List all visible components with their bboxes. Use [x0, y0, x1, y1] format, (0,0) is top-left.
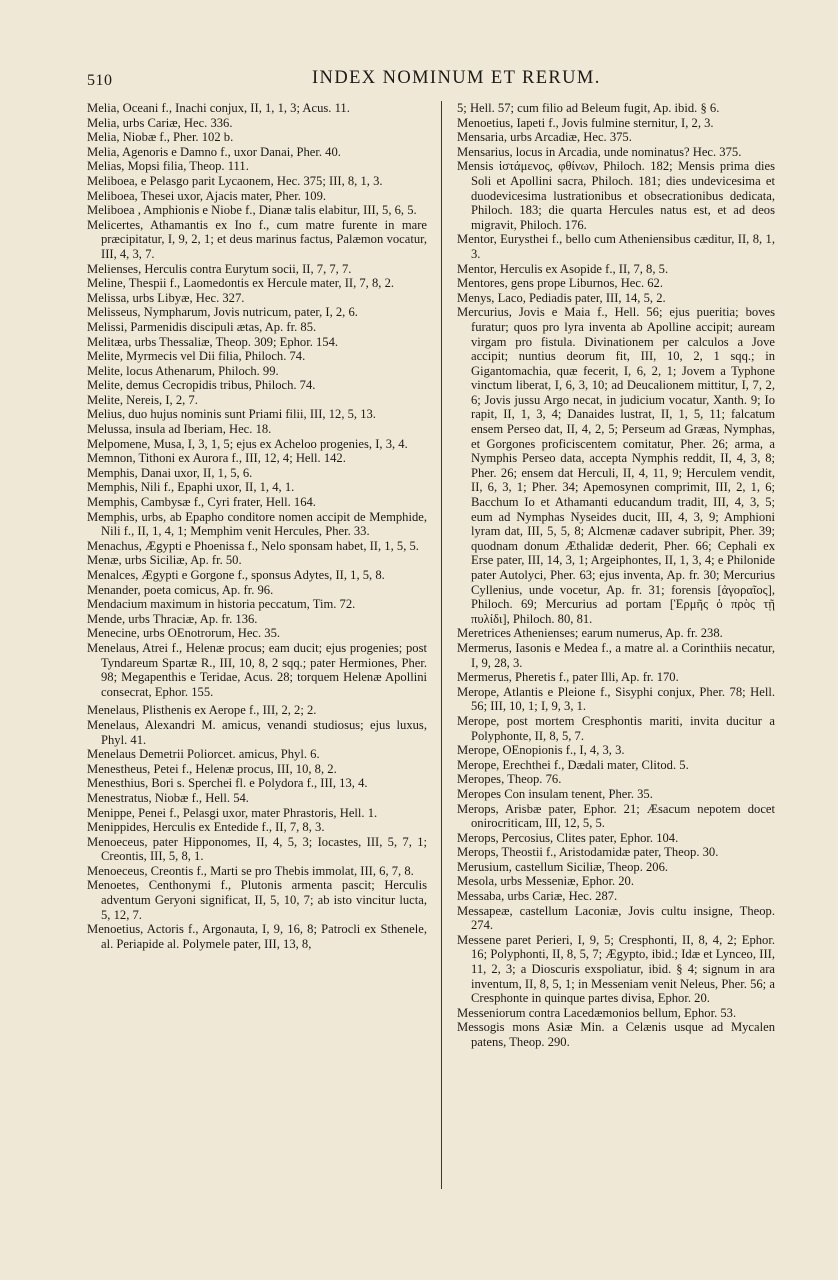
- index-entry: Mentor, Eurysthei f., bello cum Atheniensibus cæditur, II, 8, 1, 3.: [457, 232, 775, 261]
- page-number: 510: [87, 72, 113, 89]
- index-entry: Messene paret Perieri, I, 9, 5; Cresphonti, II, 8, 4, 2; Ephor. 16; Polyphonti, II, 8, 5, 7; Ægypto, ibid.; Idæ et Lynceo, III, 11, 2, 3; a Dioscuris exspoliatur, ibid. § 4; signum in ara inventum, II, 8, 5, 1; in Messeniam venit Neleus, Pher. 56; a Cresphonte in quinque partes divisa, Ephor. 20.: [457, 932, 775, 1006]
- index-entry: Merope, post mortem Cresphontis mariti, invita ducitur a Polyphonte, II, 8, 5, 7.: [457, 713, 775, 743]
- index-entry: Merusium, castellum Siciliæ, Theop. 206.: [457, 859, 669, 874]
- index-entry: Melissi, Parmenidis discipuli ætas, Ap. fr. 85.: [87, 319, 317, 334]
- index-entry: Mentor, Herculis ex Asopide f., II, 7, 8, 5.: [457, 261, 669, 276]
- index-entry: Meliboea, e Pelasgo parit Lycaonem, Hec. 375; III, 8, 1, 3.: [87, 173, 383, 188]
- index-entry: Merops, Arisbæ pater, Ephor. 21; Æsacum nepotem docet onirocriticam, III, 12, 5, 5.: [457, 801, 775, 831]
- index-entry: Menestratus, Niobæ f., Hell. 54.: [87, 790, 249, 805]
- index-entry: Menalces, Ægypti e Gorgone f., sponsus Adytes, II, 1, 5, 8.: [87, 568, 385, 582]
- index-entry: Menelaus, Atrei f., Helenæ procus; eam ducit; ejus progenies; post Tyndareum Spartæ R., III, 10, 8, 2 sqq.; pater Hermiones, Pher. 98; Megapenthis e Teridae, Acus. 28; torquem Helenæ Apollini consecrat, Ephor. 155.: [87, 640, 427, 699]
- index-entry: Menys, Laco, Pediadis pater, III, 14, 5, 2.: [457, 290, 666, 305]
- index-entry: Mermerus, Iasonis e Medea f., a matre al. a Corinthiis necatur, I, 9, 28, 3.: [457, 640, 775, 670]
- index-entry: Melisseus, Nympharum, Jovis nutricum, pater, I, 2, 6.: [87, 305, 358, 320]
- index-entry: Mensaria, urbs Arcadiæ, Hec. 375.: [457, 130, 632, 145]
- index-entry: Melitæa, urbs Thessaliæ, Theop. 309; Ephor. 154.: [87, 334, 339, 349]
- index-entry: Meropes, Theop. 76.: [457, 772, 562, 787]
- index-entry-continuation: 5; Hell. 57; cum filio ad Beleum fugit, Ap. ibid. § 6.: [457, 101, 720, 115]
- index-entry: Merope, Erechthei f., Dædali mater, Clitod. 5.: [457, 757, 689, 772]
- index-entry: Menecine, urbs OEnotrorum, Hec. 35.: [87, 626, 281, 641]
- index-entry: Meropes Con insulam tenent, Pher. 35.: [457, 786, 653, 801]
- index-entry: Menoetius, Iapeti f., Jovis fulmine sternitur, I, 2, 3.: [457, 115, 714, 130]
- index-entry: Melussa, insula ad Iberiam, Hec. 18.: [87, 422, 272, 437]
- index-entry: Memnon, Tithoni ex Aurora f., III, 12, 4; Hell. 142.: [87, 451, 346, 466]
- index-entry: Mercurius, Jovis e Maia f., Hell. 56; ejus pueritia; boves furatur; quos pro lyra inventa ab Apolline accipit; auream virgam pro fistula. Divinationem per calculos a Jove accipit; nuntius deorum fit, III, 10, 2, 1 sqq.; in Gigantomachia, quæ fecerit, I, 6, 2, 1; Jovem a Typhone vinctum liberat, I, 6, 3, 10; ad Deucalionem mittitur, I, 7, 2, 6; Jovis jussu Argo necat, in judicium vocatur, Xanth. 9; Io rapit, II, 1, 3, 4; Danaides lustrat, II, 1, 5, 11; falcatum ensem Perseo dat, II, 4, 2, 5; Perseum ad Græas, Nymphas, et Gorgones proficiscentem comitatur, Pher. 26; arma, a Nymphis Perseo data, accepta Nymphis reddit, II, 4, 3, 8; Pher. 26; ensem dat Herculi, II, 4, 11, 9; Herculem vendit, II, 6, 3, 1; Pher. 34; Apemosynen comprimit, III, 2, 1, 6; Bacchum Io et Athamanti educandum tradit, III, 4, 3, 5; eum ad Nymphas Nyseides ducit, III, 4, 3, 9; Amphioni lyram dat, III, 5, 5, 8; Alcmenæ cadaver subripit, Pher. 39; quodnam donum Æthalidæ dederit, Pher. 66; Cephali ex Erse pater, III, 14, 3, 1; Argeiphontes, II, 1, 3, 4; e Philonide pater Autolyci, Pher. 63; ejus inventa, Ap. fr. 30; Mercurius Cyllenius, unde vocetur, Ap. fr. 31; forensis [ἀγοραῖος], Philoch. 69; Mercurius ad portam [Ἑρμῆς ὁ πρὸς τῇ πυλίδι], Philoch. 80, 81.: [457, 305, 775, 626]
- right-column: [457, 101, 775, 1050]
- index-entry: Mensis ἱστάμενος, φθίνων, Philoch. 182; Mensis prima dies Soli et Apollini sacra, Philoch. 181; dies undevicesima et duodevicesima lustrationibus et obsecrationibus dedicata, Philoch. 183; die quarta Hercules natus est, et ad deos migravit, Philoch. 176.: [457, 159, 775, 232]
- index-entry: Menelaus Demetrii Poliorcet. amicus, Phyl. 6.: [87, 747, 320, 762]
- index-entry: Meliboea , Amphionis e Niobe f., Dianæ talis elabitur, III, 5, 6, 5.: [87, 203, 417, 218]
- index-entry: Messogis mons Asiæ Min. a Celænis usque ad Mycalen patens, Theop. 290.: [457, 1020, 775, 1049]
- index-entry: Melius, duo hujus nominis sunt Priami filii, III, 12, 5, 13.: [87, 407, 376, 422]
- index-entry: Merops, Percosius, Clites pater, Ephor. 104.: [457, 830, 679, 845]
- index-entry: Melia, Oceani f., Inachi conjux, II, 1, 1, 3; Acus. 11.: [87, 101, 350, 115]
- index-entry: Melicertes, Athamantis ex Ino f., cum matre furente in mare præcipitatur, I, 9, 2, 1; et deus marinus factus, Palæmon vocatur, III, 4, 3, 7.: [87, 217, 427, 261]
- index-entry: Mende, urbs Thraciæ, Ap. fr. 136.: [87, 611, 258, 626]
- index-entry: Menelaus, Plisthenis ex Aerope f., III, 2, 2; 2.: [87, 703, 317, 718]
- column-divider: [441, 101, 442, 1189]
- index-entry: Messapeæ, castellum Laconiæ, Jovis cultu insigne, Theop. 274.: [457, 903, 775, 933]
- index-entry: Meliboea, Thesei uxor, Ajacis mater, Pher. 109.: [87, 188, 327, 203]
- left-column: [87, 101, 427, 951]
- index-entry: Menesthius, Bori s. Sperchei fl. e Polydora f., III, 13, 4.: [87, 776, 368, 791]
- index-entry: Merope, OEnopionis f., I, 4, 3, 3.: [457, 743, 625, 758]
- index-entry: Menoetius, Actoris f., Argonauta, I, 9, 16, 8; Patrocli ex Sthenele, al. Periapide al. Polymele pater, III, 13, 8,: [87, 922, 427, 951]
- index-entry: Memphis, urbs, ab Epapho conditore nomen accipit de Memphide, Nili f., II, 1, 4, 1; Memphim venit Hercules, Pher. 33.: [87, 509, 427, 539]
- index-entry: Melite, Myrmecis vel Dii filia, Philoch. 74.: [87, 349, 306, 364]
- index-entry: Melia, urbs Cariæ, Hec. 336.: [87, 115, 233, 130]
- index-entry: Merops, Theostii f., Aristodamidæ pater, Theop. 30.: [457, 845, 719, 860]
- index-entry: Mendacium maximum in historia peccatum, Tim. 72.: [87, 597, 356, 612]
- index-entry: Menippides, Herculis ex Entedide f., II, 7, 8, 3.: [87, 820, 325, 835]
- index-entry: Memphis, Danai uxor, II, 1, 5, 6.: [87, 465, 253, 480]
- index-entry: Melite, Nereis, I, 2, 7.: [87, 392, 198, 407]
- index-entry: Meline, Thespii f., Laomedontis ex Hercule mater, II, 7, 8, 2.: [87, 276, 395, 291]
- index-entry: Menoetes, Centhonymi f., Plutonis armenta pascit; Herculis adventum Geryoni significat, II, 5, 10, 7; ab isto vincitur lucta, 5, 12, 7.: [87, 878, 427, 922]
- index-entry: Menander, poeta comicus, Ap. fr. 96.: [87, 582, 274, 597]
- index-entry: Mesola, urbs Messeniæ, Ephor. 20.: [457, 874, 635, 889]
- index-entry: Messeniorum contra Lacedæmonios bellum, Ephor. 53.: [457, 1005, 737, 1020]
- index-entry: Meretrices Athenienses; earum numerus, Ap. fr. 238.: [457, 626, 723, 641]
- index-entry: Melissa, urbs Libyæ, Hec. 327.: [87, 290, 245, 305]
- index-entry: Menæ, urbs Siciliæ, Ap. fr. 50.: [87, 553, 242, 568]
- index-entry: Melite, locus Athenarum, Philoch. 99.: [87, 363, 279, 378]
- index-entry: Merope, Atlantis e Pleione f., Sisyphi conjux, Pher. 78; Hell. 56; III, 10, 1; I, 9, 3, 1.: [457, 684, 775, 714]
- index-entry: Melia, Agenoris e Damno f., uxor Danai, Pher. 40.: [87, 144, 341, 159]
- index-entry: Melienses, Herculis contra Eurytum socii, II, 7, 7, 7.: [87, 261, 352, 276]
- index-entry: Melia, Niobæ f., Pher. 102 b.: [87, 130, 234, 145]
- index-entry: Menestheus, Petei f., Helenæ procus, III, 10, 8, 2.: [87, 761, 337, 776]
- index-entry: Melias, Mopsi filia, Theop. 111.: [87, 159, 249, 174]
- index-entry: Memphis, Cambysæ f., Cyri frater, Hell. 164.: [87, 495, 316, 510]
- index-entry: Melpomene, Musa, I, 3, 1, 5; ejus ex Acheloo progenies, I, 3, 4.: [87, 436, 408, 451]
- index-entry: Menelaus, Alexandri M. amicus, venandi studiosus; ejus luxus, Phyl. 41.: [87, 717, 427, 747]
- index-entry: Menoeceus, Creontis f., Marti se pro Thebis immolat, III, 6, 7, 8.: [87, 863, 414, 878]
- index-entry: Messaba, urbs Cariæ, Hec. 287.: [457, 889, 618, 904]
- index-entry: Menippe, Penei f., Pelasgi uxor, mater Phrastoris, Hell. 1.: [87, 805, 378, 820]
- index-entry: Mermerus, Pheretis f., pater Illi, Ap. fr. 170.: [457, 670, 679, 685]
- index-entry: Menachus, Ægypti e Phoenissa f., Nelo sponsam habet, II, 1, 5, 5.: [87, 538, 419, 553]
- index-entry: Mentores, gens prope Liburnos, Hec. 62.: [457, 276, 664, 291]
- index-entry: Memphis, Nili f., Epaphi uxor, II, 1, 4, 1.: [87, 480, 295, 495]
- running-head: INDEX NOMINUM ET RERUM.: [312, 68, 601, 88]
- index-entry: Mensarius, locus in Arcadia, unde nominatus? Hec. 375.: [457, 144, 742, 159]
- index-entry: Menoeceus, pater Hipponomes, II, 4, 5, 3; Iocastes, III, 5, 7, 1; Creontis, III, 5, 8, 1.: [87, 834, 427, 864]
- index-entry: Melite, demus Cecropidis tribus, Philoch. 74.: [87, 378, 316, 393]
